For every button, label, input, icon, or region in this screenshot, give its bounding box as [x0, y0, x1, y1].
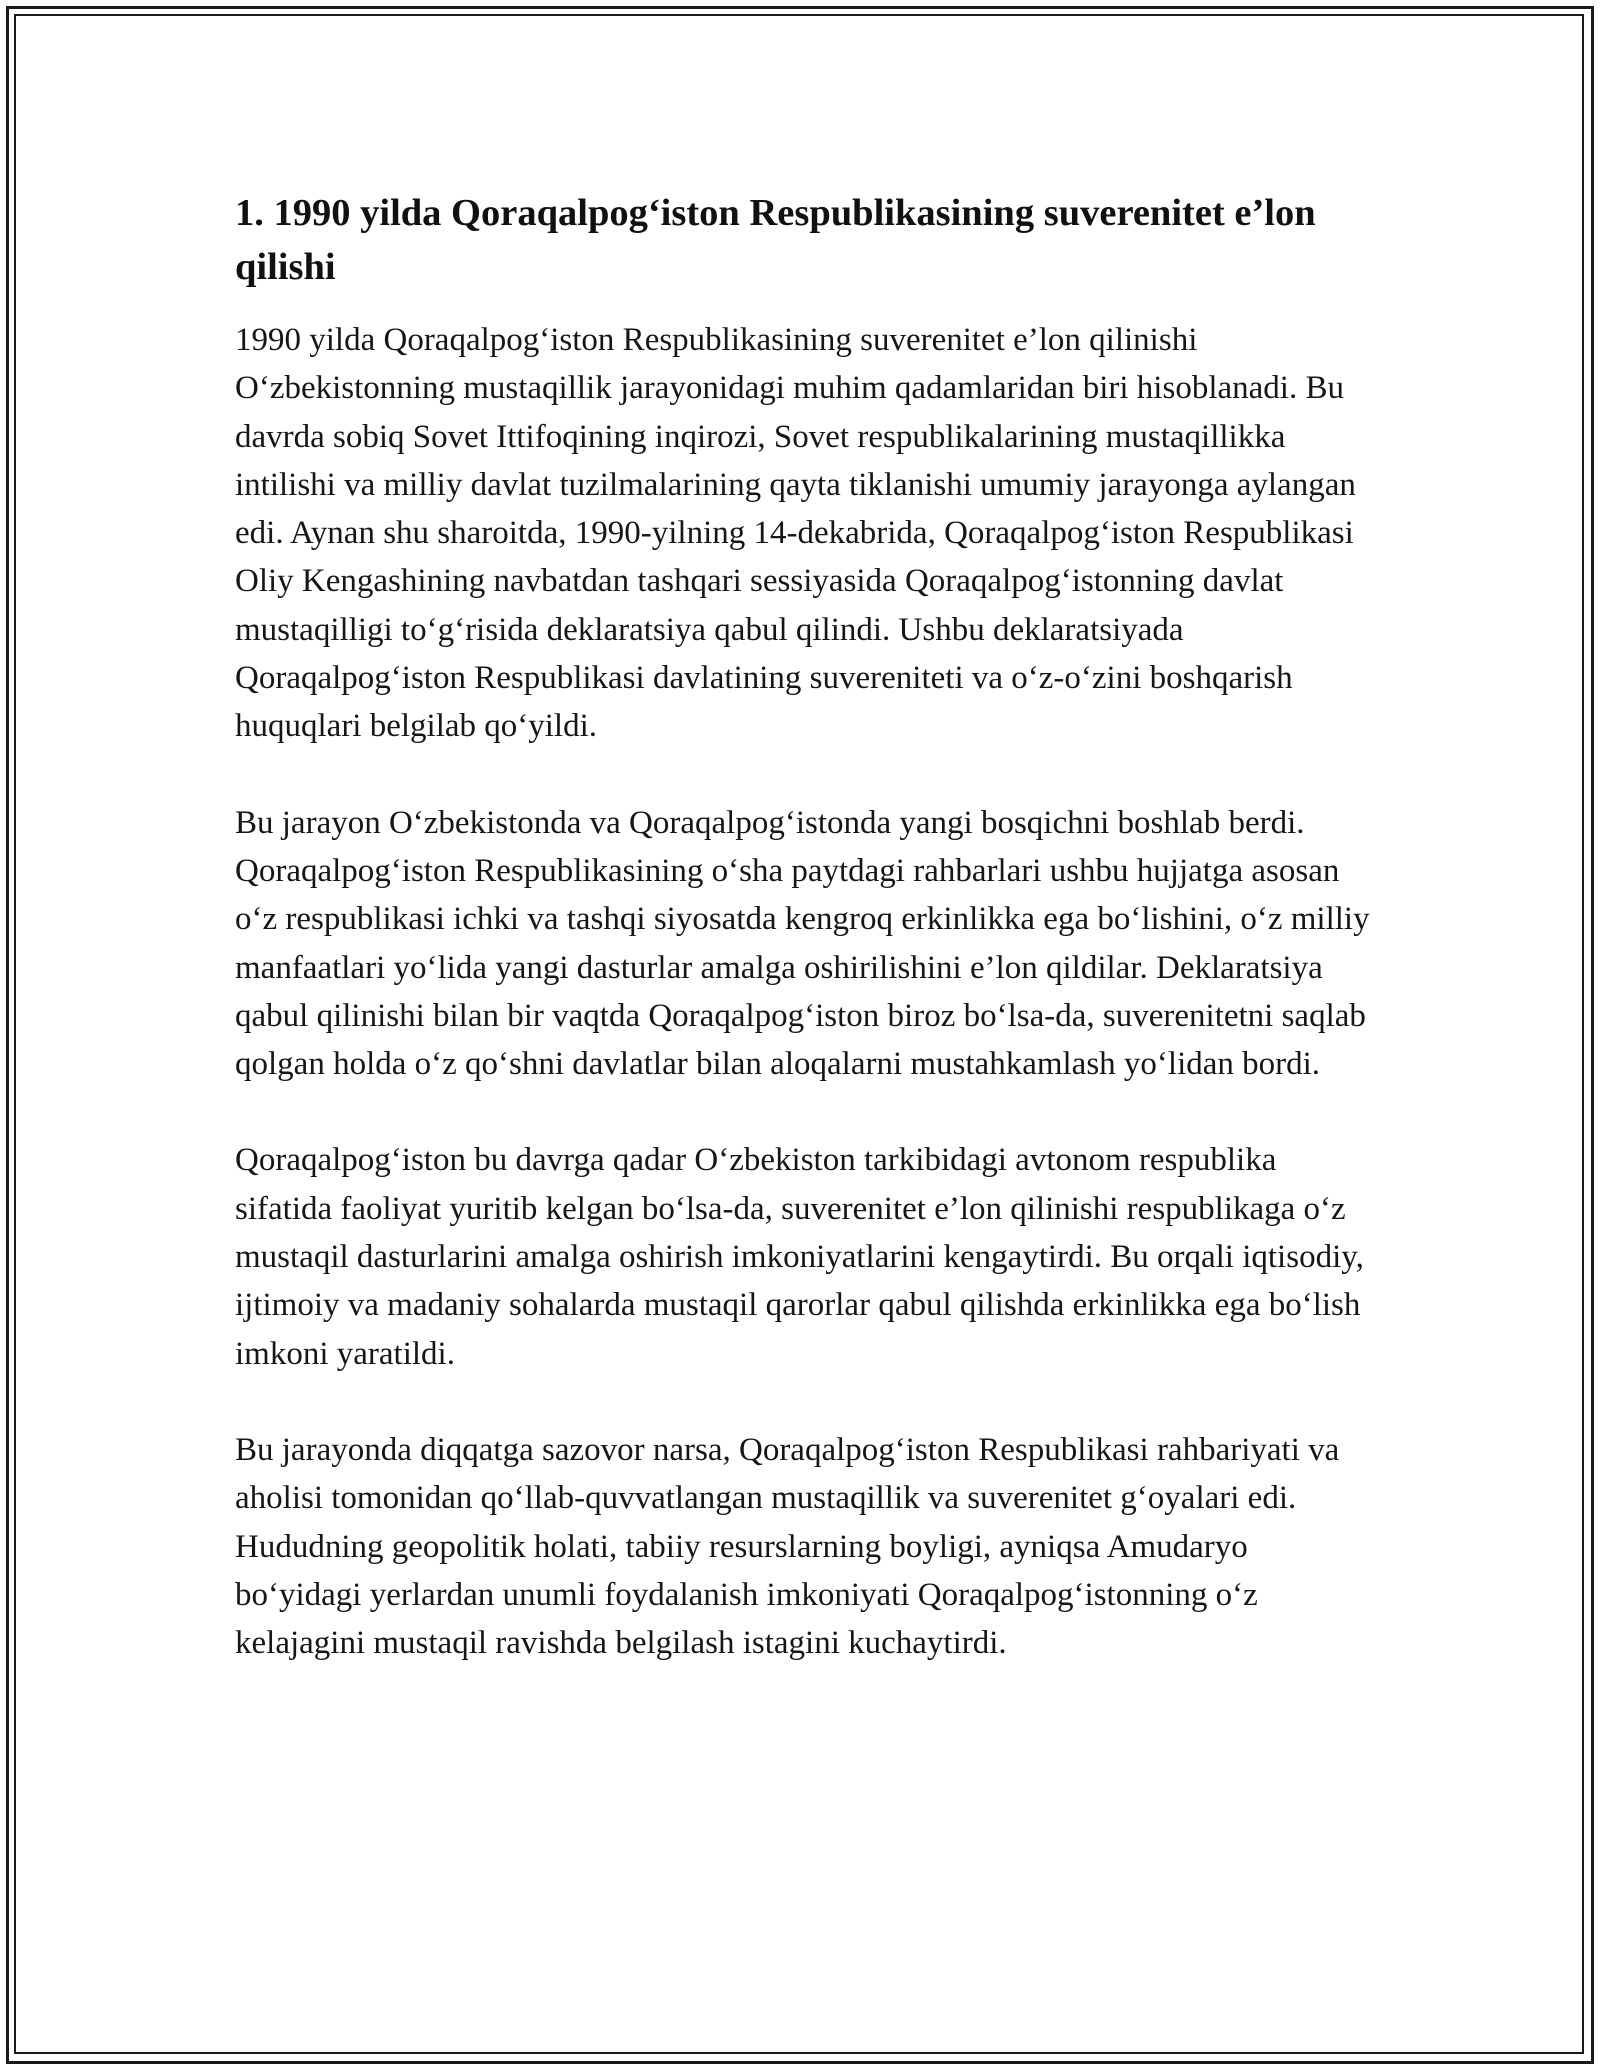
paragraph-1: 1990 yilda Qoraqalpog‘iston Respublikasining suverenitet e’lon qilinishi O‘zbekistonning mustaqillik jarayonidagi muhim qadamlaridan biri hisoblanadi. Bu davrda sobiq Sovet Ittifoqining inqirozi, Sovet respublikalarining mustaqillikka intilishi va milliy davlat tuzilmalarining qayta tiklanishi umumiy jarayonga aylangan edi. Aynan shu sharoitda, 1990-yilning 14-dekabrida, Qoraqalpog‘iston Respublikasi Oliy Kengashining navbatdan tashqari sessiyasida Qoraqalpog‘istonning davlat mustaqilligi to‘g‘risida deklaratsiya qabul qilindi. Ushbu deklaratsiyada Qoraqalpog‘iston Respublikasi davlatining suvereniteti va o‘z-o‘zini boshqarish huquqlari belgilab qo‘yildi.: [235, 322, 1356, 745]
section-heading: 1. 1990 yilda Qoraqalpog‘iston Respublikasining suverenitet e’lon qilishi: [235, 192, 1316, 288]
paragraph-2: Bu jarayon O‘zbekistonda va Qoraqalpog‘istonda yangi bosqichni boshlab berdi. Qoraqalpog‘iston Respublikasining o‘sha paytdagi rahbarlari ushbu hujjatga asosan o‘z respublikasi ichki va tashqi siyosatda kengroq erkinlikka ega bo‘lishini, o‘z milliy manfaatlari yo‘lida yangi dasturlar amalga oshirilishini e’lon qildilar. Deklaratsiya qabul qilinishi bilan bir vaqtda Qoraqalpog‘iston biroz bo‘lsa-da, suverenitetni saqlab qolgan holda o‘z qo‘shni davlatlar bilan aloqalarni mustahkamlash yo‘lidan bordi.: [235, 804, 1370, 1083]
paragraph-4: Bu jarayonda diqqatga sazovor narsa, Qoraqalpog‘iston Respublikasi rahbariyati va aholisi tomonidan qo‘llab-quvvatlangan mustaqillik va suverenitet g‘oyalari edi. Hududning geopolitik holati, tabiiy resurslarning boyligi, ayniqsa Amudaryo bo‘yidagi yerlardan unumli foydalanish imkoniyati Qoraqalpog‘istonning o‘z kelajagini mustaqil ravishda belgilash istagini kuchaytirdi.: [235, 1431, 1340, 1662]
document-body: [235, 186, 1380, 1667]
paragraph-3: Qoraqalpog‘iston bu davrga qadar O‘zbekiston tarkibidagi avtonom respublika sifatida faoliyat yuritib kelgan bo‘lsa-da, suverenitet e’lon qilinishi respublikaga o‘z mustaqil dasturlarini amalga oshirish imkoniyatlarini kengaytirdi. Bu orqali iqtisodiy, ijtimoiy va madaniy sohalarda mustaqil qarorlar qabul qilishda erkinlikka ega bo‘lish imkoni yaratildi.: [235, 1142, 1364, 1372]
